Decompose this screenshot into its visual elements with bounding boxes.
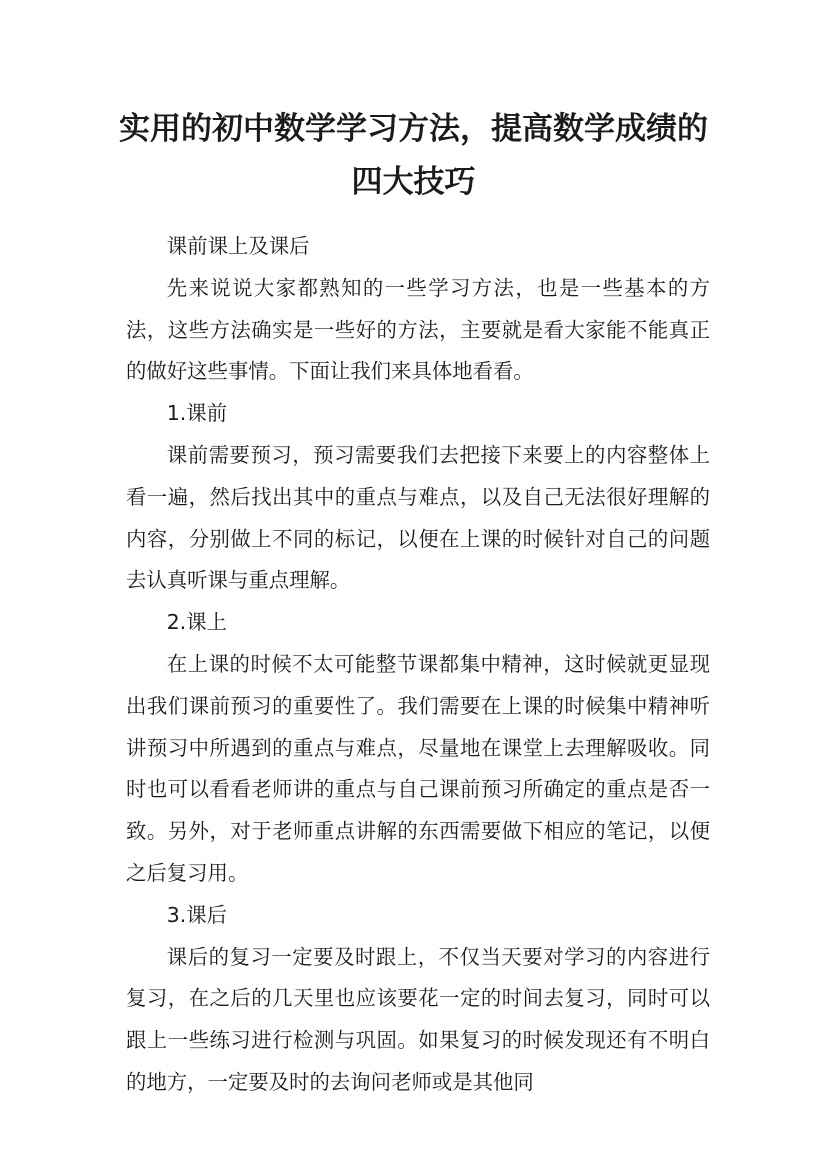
title-line-2: 四大技巧: [351, 164, 476, 200]
document-title: [100, 103, 727, 209]
document-body: [126, 226, 710, 1104]
paragraph-before-class: 课前需要预习，预习需要我们去把接下来要上的内容整体上看一遍，然后找出其中的重点与难点，以及自己无法很好理解的内容，分别做上不同的标记，以便在上课的时候针对自己的问题去认真听课与重点理解。: [126, 442, 710, 593]
title-line-1: 实用的初中数学学习方法，提高数学成绩的: [119, 111, 708, 147]
paragraph-in-class: 在上课的时候不太可能整节课都集中精神，这时候就更显现出我们课前预习的重要性了。我们需要在上课的时候集中精神听讲预习中所遇到的重点与难点，尽量地在课堂上去理解吸收。同时也可以看看老师讲的重点与自己课前预习所确定的重点是否一致。另外，对于老师重点讲解的东西需要做下相应的笔记，以便之后复习用。: [126, 651, 710, 885]
paragraph-after-class: 课后的复习一定要及时跟上，不仅当天要对学习的内容进行复习，在之后的几天里也应该要花一定的时间去复习，同时可以跟上一些练习进行检测与巩固。如果复习的时候发现还有不明白的地方，一定要及时的去询问老师或是其他同: [126, 944, 710, 1094]
section-heading-overview: 课前课上及课后: [166, 234, 310, 258]
section-heading-after-class: 3.课后: [166, 902, 228, 927]
section-heading-in-class: 2.课上: [166, 610, 228, 635]
paragraph-intro: 先来说说大家都熟知的一些学习方法，也是一些基本的方法，这些方法确实是一些好的方法，主要就是看大家能不能真正的做好这些事情。下面让我们来具体地看看。: [126, 275, 710, 384]
section-heading-before-class: 1.课前: [166, 401, 228, 426]
